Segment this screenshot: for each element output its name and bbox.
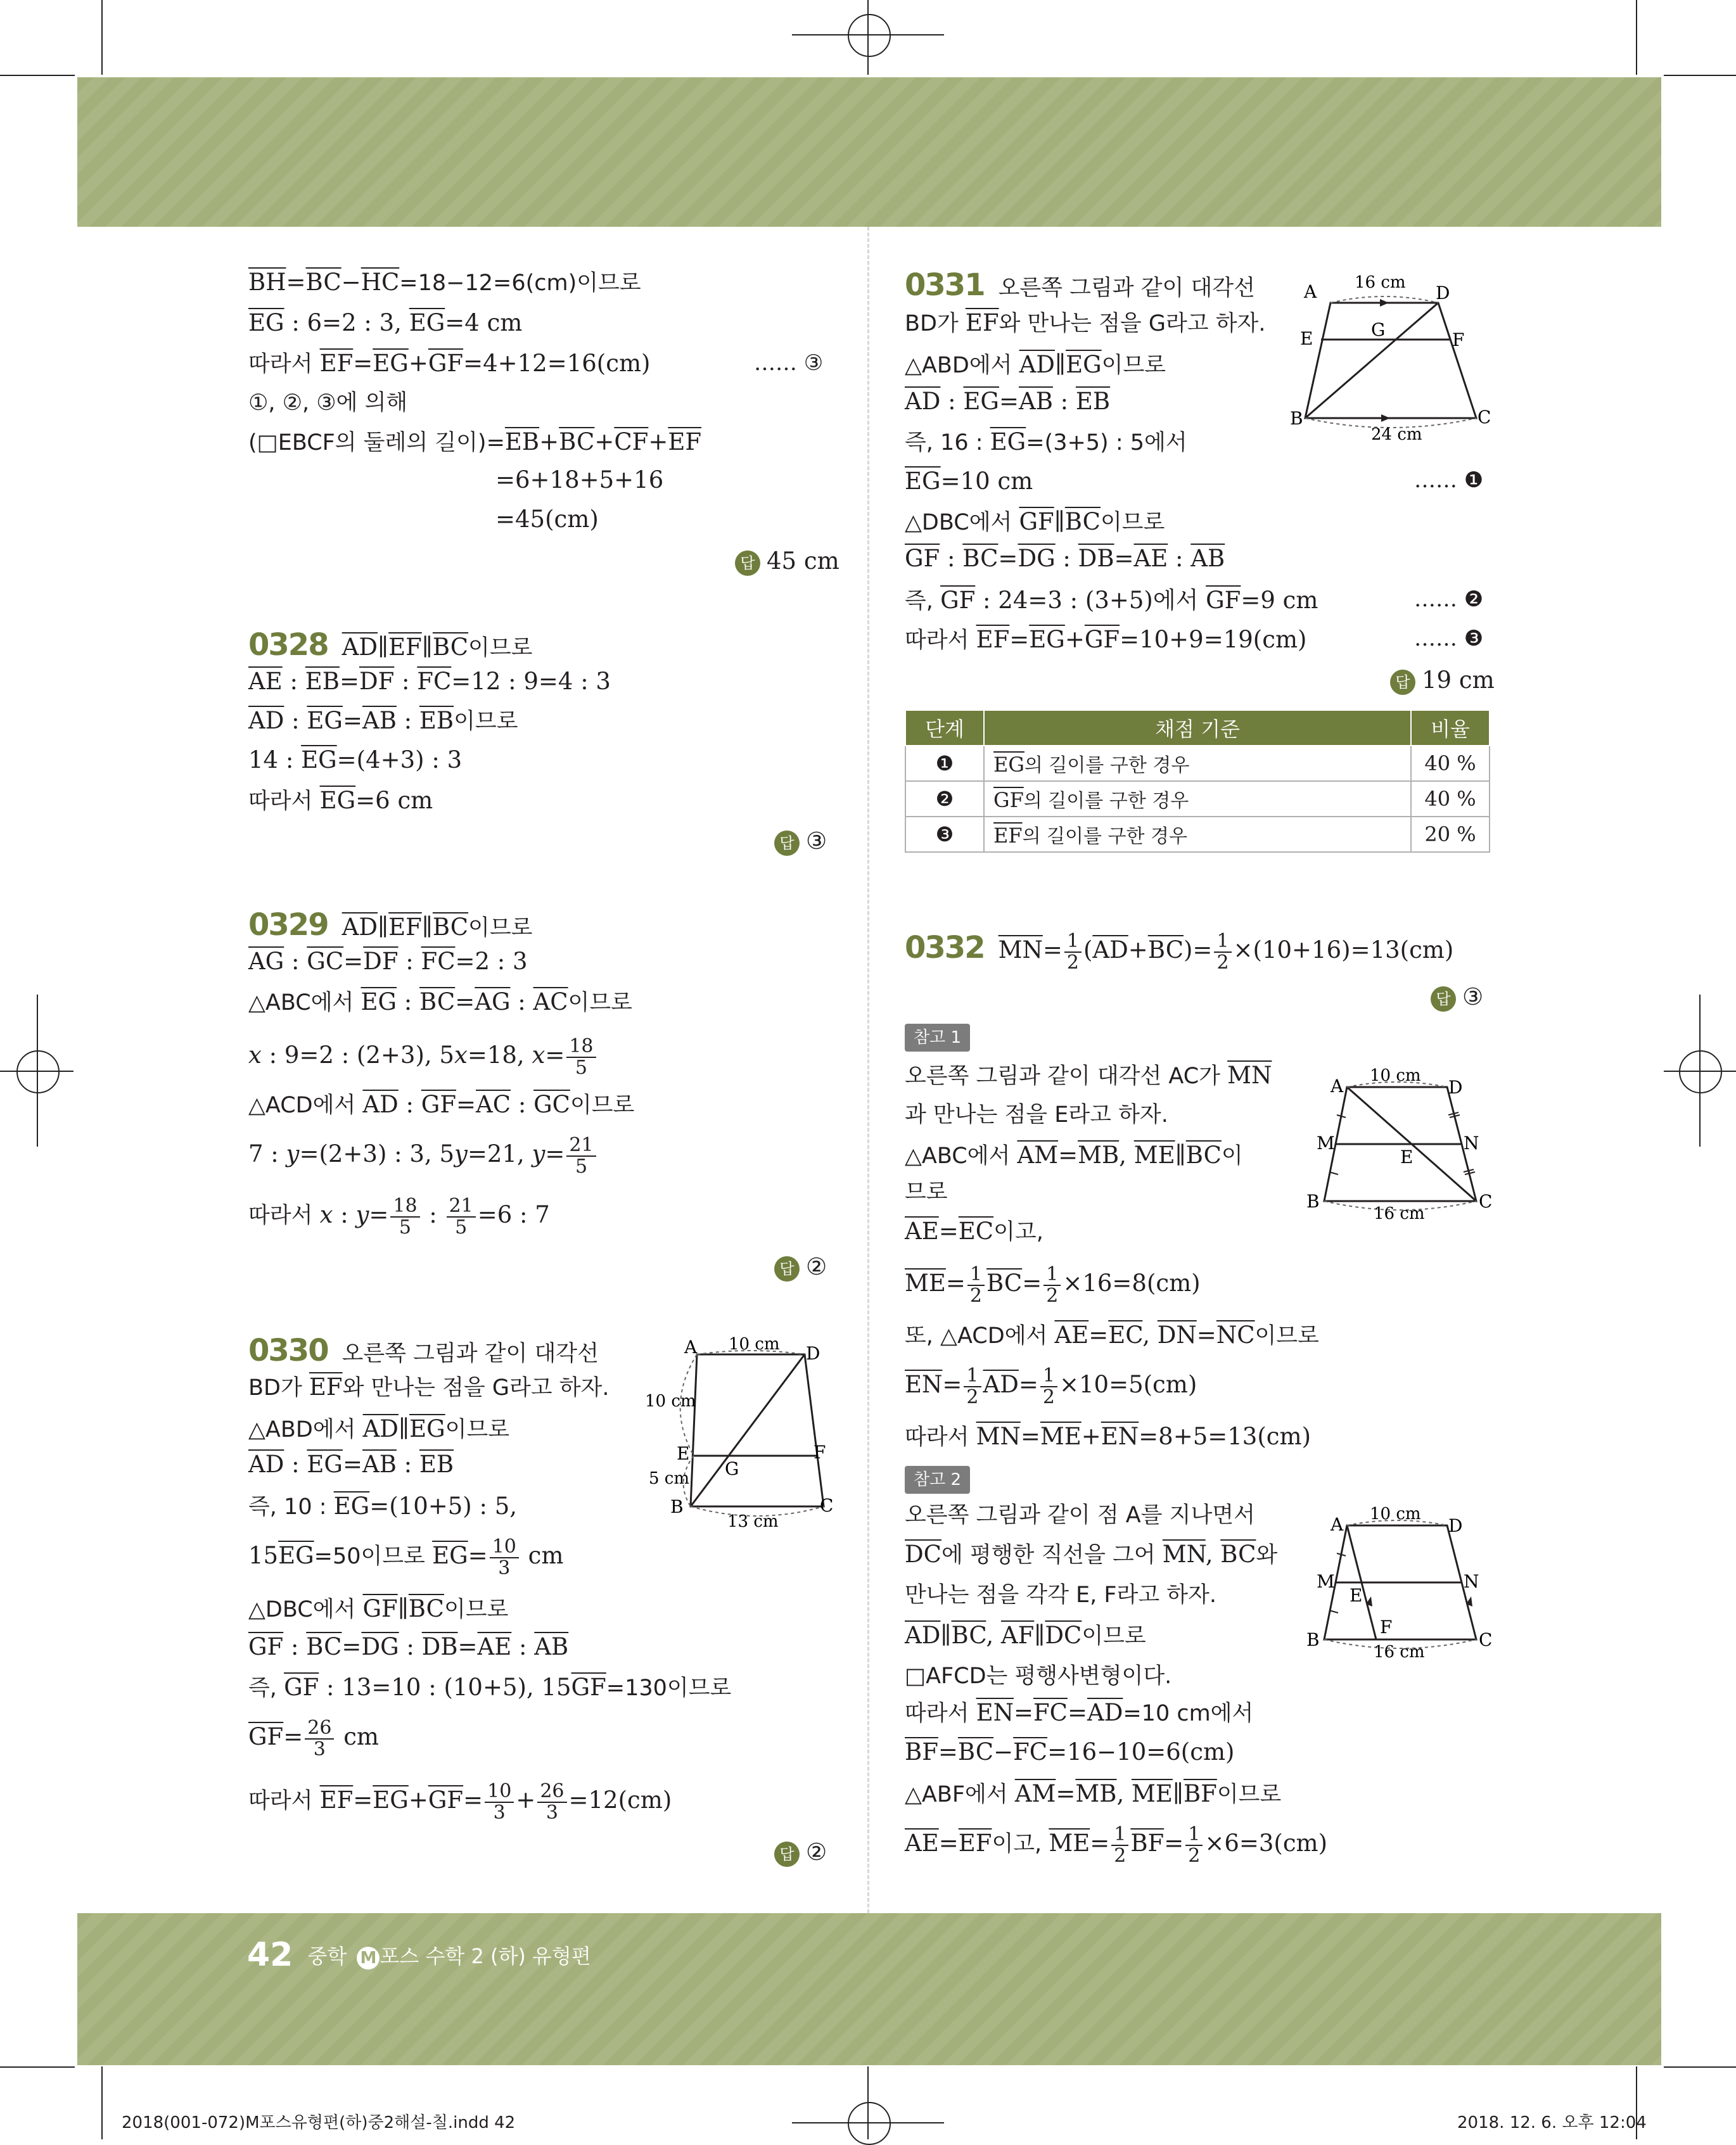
vertex-label: G — [725, 1458, 739, 1479]
scoring-table — [905, 710, 1490, 853]
length-label: 16 cm — [1374, 1643, 1425, 1662]
table-row: ❶ $\overline{EG}$의 길이를 구한 경우 40 % — [905, 746, 1490, 781]
answer: 답 ② — [774, 1252, 827, 1282]
crop-mark — [0, 2066, 75, 2068]
answer: 답 ② — [774, 1837, 827, 1868]
answer-badge: 답 — [774, 1842, 800, 1867]
problem-number: 0331 — [905, 267, 985, 303]
length-label: 24 cm — [1371, 425, 1422, 444]
crop-mark — [867, 2066, 869, 2139]
trapezoid-figure-0331 — [1292, 271, 1502, 442]
step-mark: …… ❸ — [1414, 626, 1484, 651]
vertex-label: B — [1306, 1191, 1320, 1212]
vertex-label: B — [670, 1496, 684, 1517]
step-mark: …… ❶ — [1414, 468, 1484, 493]
vertex-label: D — [1448, 1515, 1463, 1536]
answer-badge: 답 — [1431, 986, 1456, 1012]
length-label: 10 cm — [729, 1335, 780, 1354]
vertex-label: N — [1464, 1571, 1479, 1592]
vertex-label: M — [1317, 1133, 1335, 1154]
note-tag: 참고 1 — [905, 1024, 970, 1052]
vertex-label: E — [1400, 1147, 1414, 1168]
vertex-label: E — [677, 1443, 690, 1464]
table-header: 비율 — [1411, 710, 1490, 746]
vertex-label: A — [1331, 1076, 1344, 1097]
page-footer — [247, 1936, 591, 1980]
vertex-label: E — [1300, 328, 1313, 349]
answer-badge: 답 — [774, 831, 800, 856]
m-logo-icon: M — [357, 1947, 380, 1970]
step-mark: …… ③ — [754, 350, 824, 376]
table-header: 단계 — [905, 710, 984, 746]
vertex-label: E — [1350, 1585, 1363, 1606]
page-number: 42 — [247, 1936, 293, 1974]
length-label: 10 cm — [1370, 1505, 1421, 1524]
print-slug-file: 2018(001-072)M포스유형편(하)중2해설-칠.indd 42 — [122, 2113, 516, 2132]
vertex-label: F — [1452, 329, 1465, 350]
right-column: 0331 오른쪽 그림과 같이 대각선 BD가 $\overline{EF}$와 만나는 점을 G라고 하자. △ABD에서 $\overline{AD}\parallel\overline{EG}$이므로 $\overline{AD}$ : $\overline{EG}=\overline{AB}$ : $\overline{EB}$ 즉, 16 : $\overline{EG}=(3+5)$ : 5에서 $\overline{EG}=10$ cm …… ❶ △DBC에서 $\overline{GF}\parallel\overline{BC}$이므로 $\overline{GF}$ : $\overline{BC}=\overline{DG}$ : $\overline{DB}=\overline{AE}$ : $\overline{AB}$ 즉, $\overline{GF}$ : 24=3 : (3+5)에서 $\overline{GF}=9$ cm …… ❷ 따라서 $\overline{EF}=\overline{EG}+\overline{GF}=10+9=19(cm)$ …… ❸ 답 19 cm A D E F G B C 16 cm 24 cm 단계 채점 기준 비율 ❶ $\overline{EG}$의 길이를 구한 경우 40 % ❷ $\overline{GF}$의 길이를 구한 경우 40 % ❸ $\overline{EF}$의 길이를 구한 경우 20 % 0332 $\overline{MN}=$ $\frac{1}{2}$ $(\overline{AD}+\overline{BC})=$ $\frac{1}{2}$ ×(10+16)=13(cm) 답 ③ 참고 1 오른쪽 그림과 같이 대각선 AC가 $\overline{MN}$ 과 만나는 점을 E라고 하자. △ABC에서 $\overline{AM}=\overline{MB}$, $\overline{ME}\parallel\overline{BC}$이 므로 $\overline{AE}=\overline{EC}$이고, $\overline{ME}=$ $\frac{1}{2}$ $\overline{BC}=$ $\frac{1}{2}$ ×16=8(cm) 또, △ACD에서 $\overline{AE}=\overline{EC}$, $\overline{DN}=\overline{NC}$이므로 $\overline{EN}=$ $\frac{1}{2}$ $\overline{AD}=$ $\frac{1}{2}$ ×10=5(cm) 따라서 $\overline{MN}=\overline{ME}+\overline{EN}=8+5=13(cm)$ A D M N E B C 10 cm 16 cm 참고 2 오른쪽 그림과 같이 점 A를 지나면서 $\overline{DC}$에 평행한 직선을 그어 $\overline{MN}$, $\overline{BC}$와 만나는 점을 각각 E, F라고 하자. $\overline{AD}\parallel\overline{BC}$, $\overline{AF}\parallel\overline{DC}$이므로 □AFCD는 평행사변형이다. 따라서 $\overline{EN}=\overline{FC}=\overline{AD}=10$ cm에서 $\overline{BF}=\overline{BC}-\overline{FC}=16-10=6(cm)$ △ABF에서 $\overline{AM}=\overline{MB}$, $\overline{ME}\parallel\overline{BF}$이므로 $\overline{AE}=\overline{EF}$이고, $\overline{ME}=$ $\frac{1}{2}$ $\overline{BF}=$ $\frac{1}{2}$ ×6=3(cm) A D M N E F B C 10 cm 16 cm — [0, 0, 1736, 1900]
vertex-label: N — [1464, 1133, 1479, 1154]
length-label: 16 cm — [1374, 1204, 1425, 1223]
crop-mark — [101, 2066, 103, 2139]
problem-number: 0328 — [248, 627, 328, 663]
answer-badge: 답 — [735, 551, 760, 576]
answer: 답 ③ — [774, 826, 827, 856]
length-label: 10 cm — [1370, 1066, 1421, 1085]
table-row: ❷ $\overline{GF}$의 길이를 구한 경우 40 % — [905, 781, 1490, 817]
vertex-label: M — [1317, 1571, 1335, 1592]
answer-badge: 답 — [1390, 670, 1415, 695]
vertex-label: D — [1448, 1077, 1463, 1098]
vertex-label: C — [1478, 407, 1491, 428]
left-column: $\overline{BH}=\overline{BC}-\overline{HC}=18-12=6(cm)$이므로 $\overline{EG}$ : 6=2 : 3, $\overline{EG}=4$ cm 따라서 $\overline{EF}=\overline{EG}+\overline{GF}=4+12=16(cm)$ …… ③ ①, ②, ③에 의해 (□EBCF의 둘레의 길이)$=\overline{EB}+\overline{BC}+\overline{CF}+\overline{EF}$ =6+18+5+16 =45(cm) 답 45 cm 0328 $\overline{AD}\parallel\overline{EF}\parallel\overline{BC}$이므로 $\overline{AE}$ : $\overline{EB}=\overline{DF}$ : $\overline{FC}=12$ : 9=4 : 3 $\overline{AD}$ : $\overline{EG}=\overline{AB}$ : $\overline{EB}$이므로 14 : $\overline{EG}=(4+3)$ : 3 따라서 $\overline{EG}=6$ cm 답 ③ 0329 $\overline{AD}\parallel\overline{EF}\parallel\overline{BC}$이므로 $\overline{AG}$ : $\overline{GC}=\overline{DF}$ : $\overline{FC}=2$ : 3 △ABC에서 $\overline{EG}$ : $\overline{BC}=\overline{AG}$ : $\overline{AC}$이므로 x : 9=2 : (2+3), 5x=18, x= $\frac{18}{5}$ △ACD에서 $\overline{AD}$ : $\overline{GF}=\overline{AC}$ : $\overline{GC}$이므로 7 : y=(2+3) : 3, 5y=21, y= $\frac{21}{5}$ 따라서 x : y= $\frac{18}{5}$ : $\frac{21}{5}$ =6 : 7 답 ② 0330 오른쪽 그림과 같이 대각선 BD가 $\overline{EF}$와 만나는 점을 G라고 하자. △ABD에서 $\overline{AD}\parallel\overline{EG}$이므로 $\overline{AD}$ : $\overline{EG}=\overline{AB}$ : $\overline{EB}$ 즉, 10 : $\overline{EG}=(10+5)$ : 5, $15\overline{EG}=50$이므로 $\overline{EG}=$ $\frac{10}{3}$ cm △DBC에서 $\overline{GF}\parallel\overline{BC}$이므로 $\overline{GF}$ : $\overline{BC}=\overline{DG}$ : $\overline{DB}=\overline{AE}$ : $\overline{AB}$ 즉, $\overline{GF}$ : 13=10 : (10+5), $15\overline{GF}=130$이므로 $\overline{GF}=$ $\frac{26}{3}$ cm 따라서 $\overline{EF}=\overline{EG}+\overline{GF}=$ $\frac{10}{3}$ + $\frac{26}{3}$ =12(cm) 답 ② A D E F G B C 10 cm 10 cm 5 cm 13 cm — [0, 0, 867, 1900]
length-label: 5 cm — [649, 1469, 690, 1488]
answer: 답 19 cm — [1390, 665, 1495, 696]
vertex-label: D — [1436, 283, 1450, 303]
length-label: 10 cm — [645, 1392, 696, 1411]
answer-badge: 답 — [774, 1256, 800, 1282]
vertex-label: C — [820, 1495, 834, 1516]
length-label: 16 cm — [1355, 273, 1406, 292]
vertex-label: D — [806, 1343, 820, 1364]
note-tag: 참고 2 — [905, 1466, 970, 1494]
problem-number: 0332 — [905, 930, 985, 965]
vertex-label: A — [1331, 1514, 1344, 1535]
table-header: 채점 기준 — [984, 710, 1411, 746]
problem-number: 0330 — [248, 1333, 328, 1368]
table-row: ❸ $\overline{EF}$의 길이를 구한 경우 20 % — [905, 817, 1490, 852]
crop-mark — [792, 2122, 944, 2123]
vertex-label: B — [1290, 408, 1303, 429]
length-label: 13 cm — [727, 1512, 779, 1531]
answer: 답 ③ — [1431, 982, 1483, 1012]
print-slug-date: 2018. 12. 6. 오후 12:04 — [1457, 2113, 1647, 2132]
vertex-label: A — [1304, 281, 1317, 302]
step-mark: …… ❷ — [1414, 587, 1484, 612]
vertex-label: F — [1380, 1617, 1393, 1638]
vertex-label: F — [814, 1442, 826, 1463]
registration-mark — [848, 2102, 891, 2145]
vertex-label: C — [1479, 1191, 1493, 1212]
vertex-label: B — [1306, 1629, 1320, 1650]
vertex-label: G — [1371, 319, 1386, 340]
trapezoid-figure-note2 — [1305, 1503, 1495, 1661]
crop-mark — [1664, 2066, 1736, 2068]
book-title: 중학 M 포스 수학 2 (하) 유형편 — [307, 1944, 591, 1968]
vertex-label: A — [684, 1337, 698, 1358]
vertex-label: C — [1479, 1629, 1493, 1650]
answer: 답 45 cm — [735, 546, 839, 576]
trapezoid-figure-note1 — [1305, 1064, 1495, 1223]
problem-number: 0329 — [248, 907, 328, 943]
